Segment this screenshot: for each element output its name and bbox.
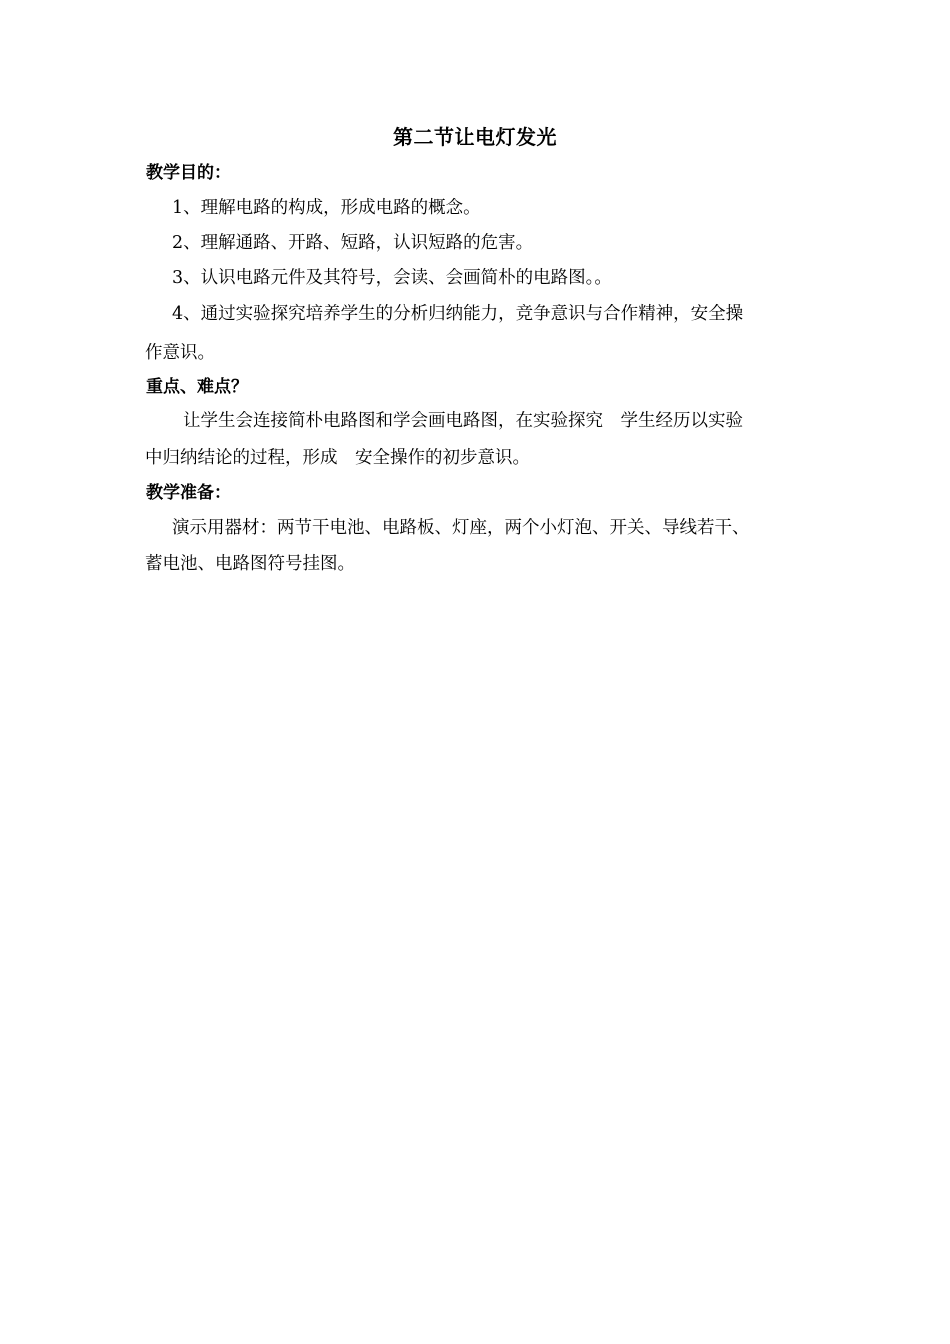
key-points-paragraph-line-2: 中归纳结论的过程，形成 安全操作的初步意识。	[145, 448, 530, 468]
document-title: 第二节让电灯发光	[393, 125, 557, 149]
objective-item-1: 1、理解电路的构成，形成电路的概念。	[172, 198, 481, 218]
preparation-paragraph-line-2: 蓄电池、电路图符号挂图。	[145, 554, 355, 574]
section-heading-objectives: 教学目的：	[146, 163, 231, 183]
key-points-paragraph-line-1: 让学生会连接简朴电路图和学会画电路图，在实验探究 学生经历以实验	[183, 411, 743, 431]
preparation-paragraph-line-1: 演示用器材：两节干电池、电路板、灯座，两个小灯泡、开关、导线若干、	[172, 518, 750, 538]
section-heading-preparation: 教学准备：	[146, 483, 231, 503]
objective-item-3: 3、认识电路元件及其符号，会读、会画简朴的电路图。。	[172, 268, 612, 288]
objective-item-2: 2、理解通路、开路、短路，认识短路的危害。	[172, 233, 534, 253]
section-heading-key-points: 重点、难点？	[146, 377, 248, 397]
objective-item-4-continued: 作意识。	[145, 343, 215, 363]
objective-item-4: 4、通过实验探究培养学生的分析归纳能力，竞争意识与合作精神，安全操	[172, 304, 744, 324]
